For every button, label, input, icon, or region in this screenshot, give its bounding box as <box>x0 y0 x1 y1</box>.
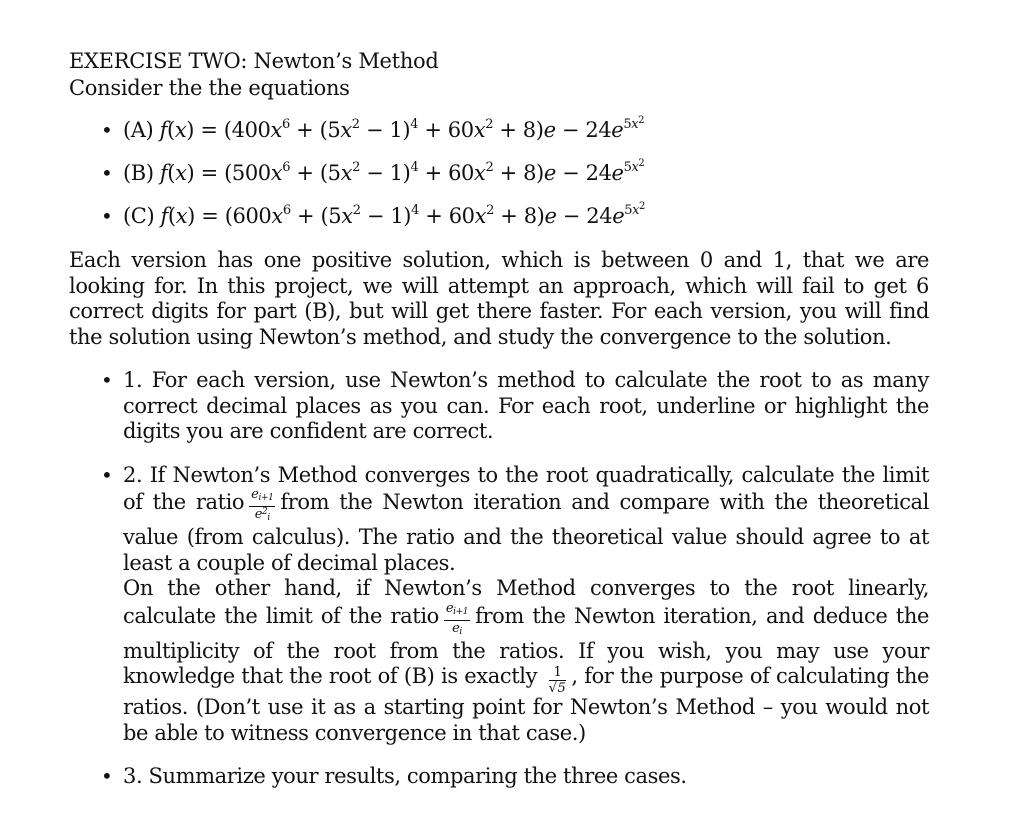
intro-paragraph: Each version has one positive solution, which is between 0 and 1, that we are looking for. In this project, we will attempt an approach, which will fail to get 6 correct digits for part (B), but will get there faster. For each version, you will find the solution using Newton’s method, and study the convergence to the solution. <box>69 248 929 349</box>
ratio-linear-fraction: $\frac{e_{i+1}}{e_i}$ <box>445 600 469 637</box>
task-item-1 <box>69 368 929 445</box>
equation-label: (C) <box>123 204 155 228</box>
task-3-text: 3. Summarize your results, comparing the three cases. <box>123 764 687 788</box>
task-item-3 <box>69 764 929 790</box>
bullet-icon: • <box>101 368 113 392</box>
task-item-2 <box>69 463 929 747</box>
bullet-icon: • <box>101 204 113 228</box>
exercise-page <box>69 48 929 808</box>
task-2-text-b1: On the other hand, if Newton’s Method converges to the root linearly, calculate the limit of the ratio <box>123 576 929 628</box>
task-2-text-a2: from the Newton iteration and compare with the theoretical value (from calculus). The ratio and the theoretical value should agree to at least a couple of decimal places. <box>123 490 929 575</box>
exercise-title: EXERCISE TWO: Newton’s Method <box>69 49 439 73</box>
equation-item: • (B) $f(x) = (500x^6 + (5x^2 - 1)^4 + 60x^2 + 8)e - 24e^{5x^2}$ <box>69 152 929 195</box>
bullet-icon: • <box>101 161 113 185</box>
root-value-fraction: $\frac{1}{√5}$ <box>548 665 566 696</box>
equation-list <box>69 109 929 238</box>
equation-item: • (A) $f(x) = (400x^6 + (5x^2 - 1)^4 + 60x^2 + 8)e - 24e^{5x^2}$ <box>69 109 929 152</box>
task-2-text-a1: 2. If Newton’s Method converges to the root quadratically, calculate the limit of the ratio <box>123 462 929 514</box>
bullet-icon: • <box>101 462 113 487</box>
task-list <box>69 368 929 790</box>
task-1-text: 1. For each version, use Newton’s method to calculate the root to as many correct decimal places as you can. For each root, underline or highlight the digits you are confident are correct. <box>123 368 929 443</box>
equation-item: • (C) $f(x) = (600x^6 + (5x^2 - 1)^4 + 60x^2 + 8)e - 24e^{5x^2}$ <box>69 195 929 238</box>
bullet-icon: • <box>101 118 113 142</box>
task-2-text-b3: , for the purpose of calculating the ratios. (Don’t use it as a starting point for Newton’s Method – you would not be able to witness convergence in that case.) <box>123 664 929 745</box>
exercise-subtitle: Consider the the equations <box>69 76 350 100</box>
equation-label: (A) <box>123 118 154 142</box>
ratio-quadratic-fraction: $\frac{e_{i+1}}{e^2_i}$ <box>251 487 274 523</box>
equation-coefficient: 500 <box>231 161 271 185</box>
bullet-icon: • <box>101 764 113 788</box>
equation-coefficient: 600 <box>232 204 272 228</box>
equation-coefficient: 400 <box>231 118 271 142</box>
task-2-text-b2: from the Newton iteration, and deduce the multiplicity of the root from the ratios. If you wish, you may use your knowledge that the root of (B) is exactly <box>123 603 929 688</box>
equation-label: (B) <box>123 161 154 185</box>
